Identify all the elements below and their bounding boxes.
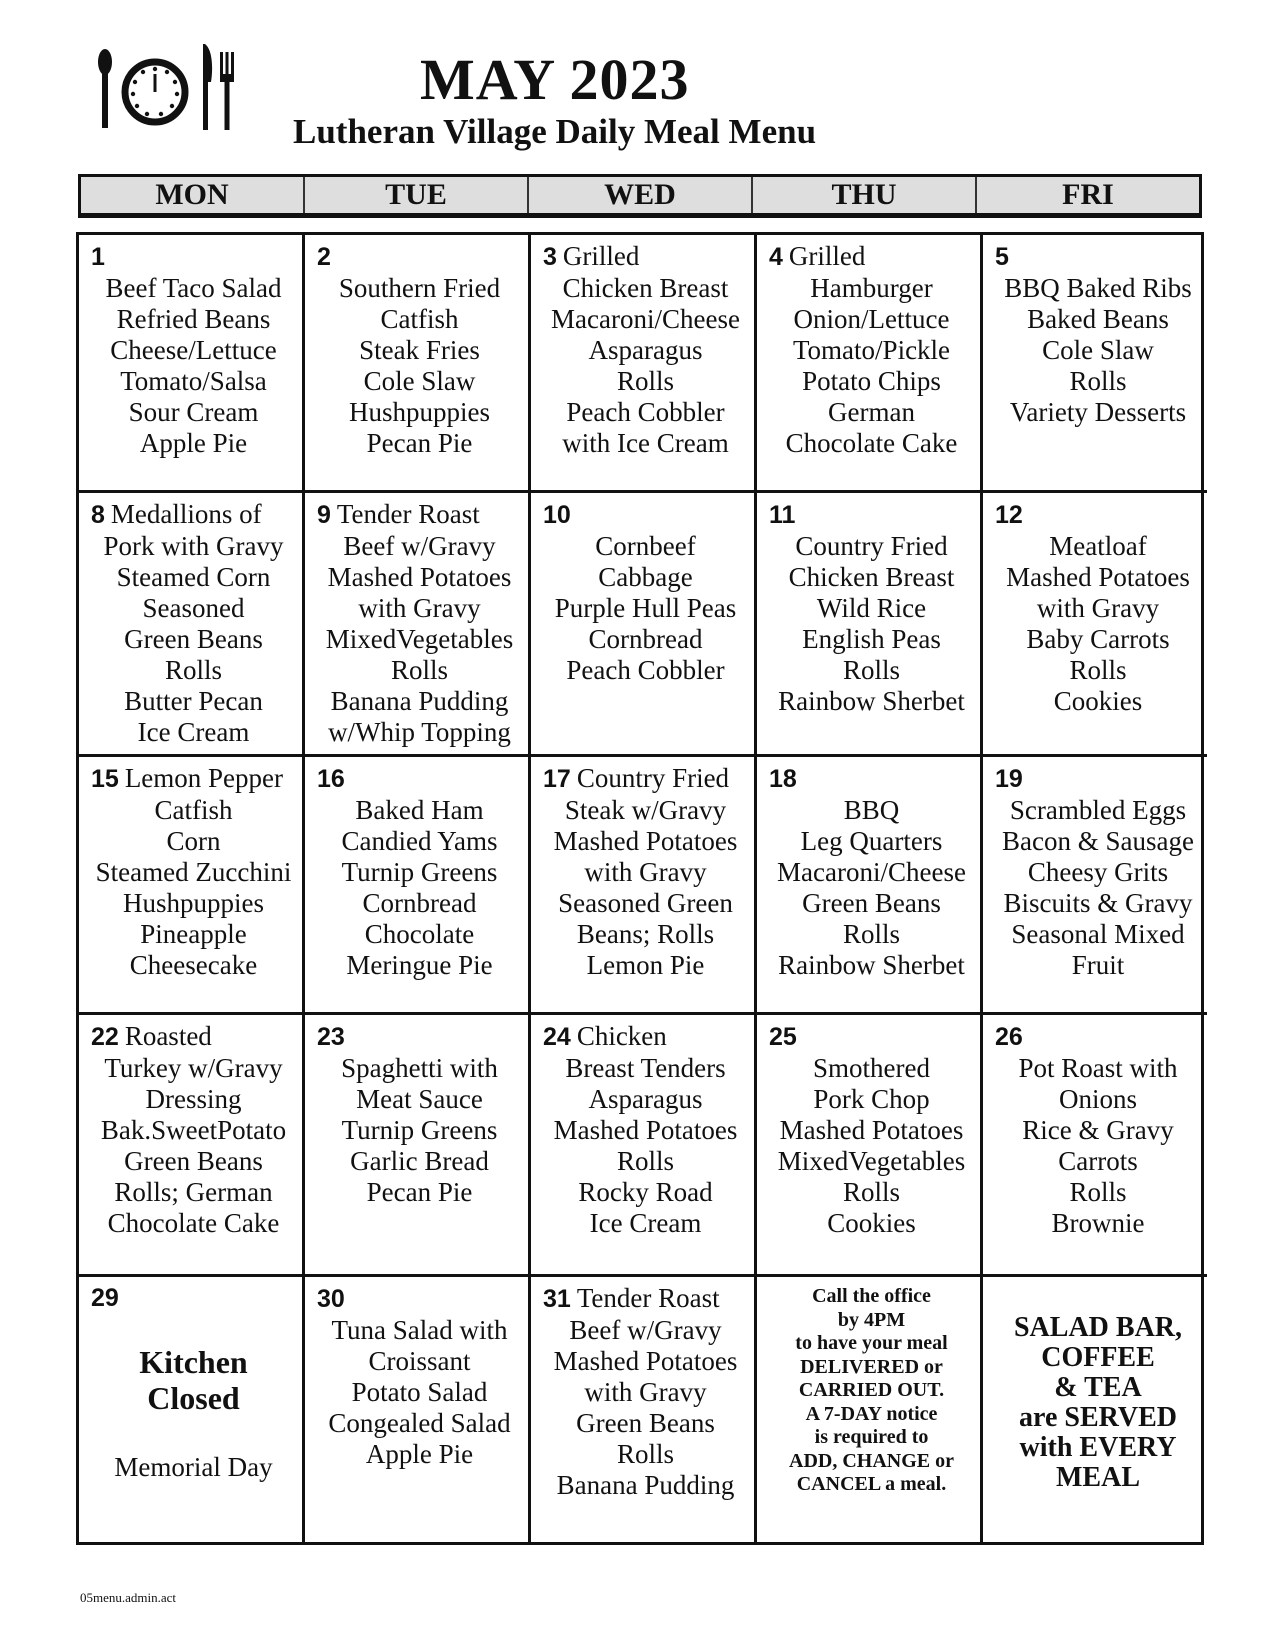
menu-item: Garlic Bread — [350, 1146, 489, 1176]
menu-item: Potato Salad — [351, 1377, 488, 1407]
menu-item: Dressing — [145, 1084, 242, 1114]
menu-items — [543, 531, 748, 686]
menu-item: Green Beans — [802, 888, 941, 918]
menu-item: Refried Beans — [116, 304, 271, 334]
day-number: 29 — [91, 1284, 119, 1312]
menu-item: Meringue Pie — [346, 950, 493, 980]
day-heading — [317, 499, 522, 531]
menu-item: Steamed Zucchini — [95, 857, 292, 887]
menu-item: Mashed Potatoes — [327, 562, 512, 592]
menu-item: Butter Pecan — [124, 686, 263, 716]
day-cell-2 — [305, 235, 531, 493]
menu-item: Country Fried — [795, 531, 948, 561]
menu-item: Spaghetti with — [341, 1053, 498, 1083]
menu-item: Cabbage — [598, 562, 693, 592]
day-heading — [995, 241, 1201, 273]
menu-item: Carrots — [1058, 1146, 1138, 1176]
spoon-clock-fork-icon — [95, 40, 245, 140]
first-menu-item: Roasted — [124, 1021, 212, 1051]
menu-item: Southern Fried — [338, 273, 501, 303]
weekday-tue: TUE — [305, 177, 529, 213]
menu-item: Rolls — [616, 366, 675, 396]
menu-item: Cole Slaw — [1042, 335, 1154, 365]
first-menu-item: Tender Roast — [336, 499, 480, 529]
notice-line: CARRIED OUT. — [798, 1379, 945, 1401]
kitchen-closed-notice — [91, 1344, 296, 1416]
menu-item: Peach Cobbler — [566, 655, 725, 685]
page-title: MAY 2023 — [420, 47, 690, 112]
first-menu-item: Grilled — [562, 241, 640, 271]
menu-item: Rice & Gravy — [1022, 1115, 1174, 1145]
menu-item: Pot Roast with — [1018, 1053, 1178, 1083]
menu-item: Scrambled Eggs — [1009, 795, 1187, 825]
menu-item: Meatloaf — [1049, 531, 1147, 561]
menu-item: Mashed Potatoes — [553, 1115, 738, 1145]
menu-item: Bak.SweetPotato — [100, 1115, 287, 1145]
menu-item: Green Beans — [124, 1146, 263, 1176]
page-subtitle: Lutheran Village Daily Meal Menu — [293, 112, 817, 151]
menu-item: Rolls — [164, 655, 223, 685]
menu-item: Mashed Potatoes — [1006, 562, 1190, 592]
menu-item: Potato Chips — [802, 366, 941, 396]
day-number: 2 — [317, 243, 331, 271]
menu-item: Cornbread — [362, 888, 477, 918]
menu-items — [317, 1315, 522, 1470]
day-cell-8 — [79, 493, 305, 757]
salad-bar-text — [995, 1283, 1201, 1493]
menu-item: Leg Quarters — [800, 826, 943, 856]
menu-item: Croissant — [368, 1346, 471, 1376]
menu-item: Catfish — [154, 795, 233, 825]
menu-item: with Gravy — [358, 593, 481, 623]
first-menu-item: Chicken — [576, 1021, 667, 1051]
day-number: 4 — [769, 243, 783, 271]
closed-line: Closed — [147, 1380, 240, 1416]
day-number: 31 — [543, 1285, 571, 1313]
menu-item: Purple Hull Peas — [554, 593, 737, 623]
menu-item: Rainbow Sherbet — [778, 950, 965, 980]
menu-item: Ice Cream — [137, 717, 250, 747]
menu-item: Hamburger — [810, 273, 933, 303]
day-cell-26 — [983, 1015, 1207, 1277]
menu-item: Beans; Rolls — [576, 919, 715, 949]
day-heading — [769, 499, 974, 531]
menu-items — [317, 531, 522, 748]
day-cell-19 — [983, 757, 1207, 1015]
menu-items — [317, 1053, 522, 1208]
first-menu-item: Tender Roast — [576, 1283, 720, 1313]
day-heading — [317, 241, 522, 273]
first-menu-item: Lemon Pepper — [124, 763, 284, 793]
day-heading — [317, 1021, 522, 1053]
menu-items — [543, 273, 748, 459]
weekday-mon: MON — [81, 177, 305, 213]
day-number: 1 — [91, 243, 105, 271]
menu-item: Mashed Potatoes — [779, 1115, 964, 1145]
menu-item: Catfish — [380, 304, 459, 334]
menu-item: Biscuits & Gravy — [1003, 888, 1193, 918]
day-heading — [543, 241, 748, 273]
menu-item: Seasonal Mixed — [1011, 919, 1185, 949]
menu-item: Apple Pie — [139, 428, 248, 458]
menu-item: Cheesecake — [129, 950, 258, 980]
menu-item: Beef w/Gravy — [343, 531, 496, 561]
menu-item: Tomato/Pickle — [792, 335, 951, 365]
menu-items — [543, 1315, 748, 1501]
menu-item: Seasoned Green — [558, 888, 733, 918]
first-menu-item: Grilled — [788, 241, 866, 271]
menu-item: with Gravy — [584, 857, 707, 887]
menu-items — [769, 273, 974, 459]
menu-item: Seasoned — [142, 593, 245, 623]
menu-items — [769, 795, 974, 981]
day-cell-11 — [757, 493, 983, 757]
day-heading — [769, 241, 974, 273]
menu-item: Cornbread — [588, 624, 703, 654]
menu-item: Congealed Salad — [328, 1408, 511, 1438]
salad-line: & TEA — [1054, 1372, 1142, 1403]
menu-items — [769, 531, 974, 717]
closed-line: Kitchen — [139, 1344, 248, 1380]
menu-item: MixedVegetables — [325, 624, 514, 654]
menu-item: Pecan Pie — [366, 428, 473, 458]
menu-item: Turkey w/Gravy — [104, 1053, 283, 1083]
menu-item: Variety Desserts — [1009, 397, 1187, 427]
menu-item: Cookies — [1053, 686, 1143, 716]
day-heading — [91, 241, 296, 273]
day-cell-3 — [531, 235, 757, 493]
menu-items — [91, 795, 296, 981]
day-number: 18 — [769, 765, 797, 793]
day-heading — [543, 499, 748, 531]
menu-item: Chocolate Cake — [107, 1208, 280, 1238]
menu-item: Pecan Pie — [366, 1177, 473, 1207]
day-heading — [995, 1021, 1201, 1053]
menu-item: Turnip Greens — [341, 1115, 498, 1145]
day-cell-18 — [757, 757, 983, 1015]
day-heading — [769, 1021, 974, 1053]
menu-item: Cheesy Grits — [1027, 857, 1169, 887]
menu-item: Meat Sauce — [356, 1084, 483, 1114]
menu-items — [317, 795, 522, 981]
salad-line: SALAD BAR, — [1013, 1312, 1183, 1343]
menu-item: Macaroni/Cheese — [777, 857, 966, 887]
menu-item: Banana Pudding — [330, 686, 509, 716]
menu-item: Cheese/Lettuce — [110, 335, 277, 365]
day-cell-4 — [757, 235, 983, 493]
footer-code: 05menu.admin.act — [80, 1590, 177, 1605]
menu-item: Tuna Salad with — [331, 1315, 508, 1345]
day-heading — [543, 1283, 748, 1315]
weekday-thu: THU — [753, 177, 977, 213]
menu-items — [91, 273, 296, 459]
menu-item: Steamed Corn — [116, 562, 271, 592]
menu-item: BBQ — [843, 795, 900, 825]
menu-item: Asparagus — [588, 335, 703, 365]
menu-item: Green Beans — [576, 1408, 715, 1438]
day-cell-25 — [757, 1015, 983, 1277]
day-cell-5 — [983, 235, 1207, 493]
menu-items — [317, 273, 522, 459]
day-cell-16 — [305, 757, 531, 1015]
day-heading — [769, 763, 974, 795]
menu-item: Ice Cream — [589, 1208, 702, 1238]
menu-item: Pork Chop — [813, 1084, 930, 1114]
menu-item: Baby Carrots — [1026, 624, 1170, 654]
day-heading — [543, 1021, 748, 1053]
menu-item: Lemon Pie — [586, 950, 705, 980]
notice-text — [769, 1283, 974, 1497]
menu-item: Sour Cream — [128, 397, 259, 427]
menu-items — [995, 531, 1201, 717]
menu-item: Onions — [1058, 1084, 1137, 1114]
menu-item: Pineapple — [140, 919, 247, 949]
menu-item: Bacon & Sausage — [1002, 826, 1194, 856]
day-cell-29 — [79, 1277, 305, 1542]
menu-item: Cornbeef — [595, 531, 696, 561]
menu-item: Rolls — [842, 1177, 901, 1207]
menu-item: Fruit — [1071, 950, 1125, 980]
notice-line: Call the office — [812, 1285, 931, 1307]
day-number: 23 — [317, 1023, 345, 1051]
menu-item: Rocky Road — [578, 1177, 713, 1207]
menu-items — [543, 795, 748, 981]
menu-items — [995, 795, 1201, 981]
menu-item: Chicken Breast — [562, 273, 729, 303]
menu-item: MixedVegetables — [777, 1146, 966, 1176]
menu-items — [769, 1053, 974, 1239]
day-heading — [91, 1021, 296, 1053]
day-cell-12 — [983, 493, 1207, 757]
day-heading — [317, 763, 522, 795]
menu-item: Apple Pie — [365, 1439, 474, 1469]
first-menu-item: Medallions of — [110, 499, 262, 529]
day-heading — [91, 763, 296, 795]
menu-item: Green Beans — [124, 624, 263, 654]
holiday-name: Memorial Day — [114, 1452, 273, 1482]
menu-item: German — [828, 397, 915, 427]
menu-item: Corn — [166, 826, 221, 856]
day-number: 26 — [995, 1023, 1023, 1051]
menu-items — [91, 531, 296, 748]
menu-item: Rolls — [1069, 366, 1127, 396]
day-heading — [995, 499, 1201, 531]
day-number: 3 — [543, 243, 557, 271]
menu-item: Hushpuppies — [349, 397, 490, 427]
day-number: 24 — [543, 1023, 571, 1051]
day-cell-23 — [305, 1015, 531, 1277]
menu-item: Cookies — [827, 1208, 916, 1238]
menu-items — [91, 1053, 296, 1239]
menu-item: Mashed Potatoes — [553, 1346, 738, 1376]
menu-item: w/Whip Topping — [328, 717, 511, 747]
menu-item: Asparagus — [588, 1084, 703, 1114]
day-number: 11 — [769, 501, 796, 529]
menu-item: Rolls — [842, 919, 901, 949]
day-number: 12 — [995, 501, 1023, 529]
menu-item: Rainbow Sherbet — [778, 686, 965, 716]
notice-line: to have your meal — [795, 1332, 948, 1354]
menu-item: Baked Beans — [1027, 304, 1169, 334]
day-number: 10 — [543, 501, 571, 529]
day-number: 16 — [317, 765, 345, 793]
notice-line: ADD, CHANGE or — [789, 1449, 954, 1472]
notice-line: CANCEL a meal. — [796, 1473, 947, 1495]
first-menu-item: Country Fried — [576, 763, 730, 793]
menu-item: Rolls — [616, 1439, 675, 1469]
menu-item: Beef Taco Salad — [105, 273, 282, 303]
menu-item: Chocolate — [364, 919, 475, 949]
menu-item: Macaroni/Cheese — [551, 304, 740, 334]
menu-item: Peach Cobbler — [566, 397, 725, 427]
menu-item: Rolls — [390, 655, 449, 685]
menu-item: Cole Slaw — [363, 366, 476, 396]
day-heading — [317, 1283, 522, 1315]
menu-item: Rolls; German — [114, 1177, 273, 1207]
menu-item: Beef w/Gravy — [569, 1315, 722, 1345]
weekday-wed: WED — [529, 177, 753, 213]
menu-item: Steak Fries — [359, 335, 480, 365]
day-number: 22 — [91, 1023, 119, 1051]
menu-item: Candied Yams — [341, 826, 498, 856]
day-heading — [995, 763, 1201, 795]
menu-items — [995, 273, 1201, 428]
menu-item: Steak w/Gravy — [564, 795, 727, 825]
day-number: 30 — [317, 1285, 345, 1313]
menu-item: English Peas — [802, 624, 941, 654]
menu-item: Banana Pudding — [556, 1470, 735, 1500]
menu-item: Rolls — [616, 1146, 675, 1176]
salad-bar-notice — [983, 1277, 1207, 1542]
menu-item: Rolls — [1069, 1177, 1127, 1207]
menu-item: Chicken Breast — [788, 562, 955, 592]
menu-items — [543, 1053, 748, 1239]
menu-item: Breast Tenders — [565, 1053, 726, 1083]
menu-item: Hushpuppies — [123, 888, 264, 918]
day-number: 9 — [317, 501, 331, 529]
menu-item: Chocolate Cake — [785, 428, 958, 458]
weekday-header-row — [78, 174, 1202, 218]
menu-item: with Ice Cream — [562, 428, 729, 458]
day-heading — [543, 763, 748, 795]
menu-item: Rolls — [842, 655, 901, 685]
day-number: 19 — [995, 765, 1023, 793]
day-cell-1 — [79, 235, 305, 493]
menu-item: Wild Rice — [816, 593, 927, 623]
notice-line: by 4PM — [837, 1308, 906, 1331]
menu-item: Rolls — [1069, 655, 1127, 685]
salad-line: COFFEE — [1041, 1342, 1155, 1373]
day-number: 15 — [91, 765, 119, 793]
day-number: 25 — [769, 1023, 797, 1051]
menu-item: with Gravy — [1036, 593, 1160, 623]
menu-item: BBQ Baked Ribs — [1004, 273, 1192, 303]
notice-line: is required to — [814, 1426, 929, 1448]
day-cell-22 — [79, 1015, 305, 1277]
weekday-fri: FRI — [1062, 178, 1114, 211]
notice-line: DELIVERED or — [800, 1355, 943, 1378]
menu-item: Brownie — [1051, 1208, 1145, 1238]
salad-line: are SERVED — [1019, 1402, 1177, 1433]
day-cell-24 — [531, 1015, 757, 1277]
day-cell-10 — [531, 493, 757, 757]
day-number: 17 — [543, 765, 571, 793]
menu-item: with Gravy — [584, 1377, 707, 1407]
day-cell-15 — [79, 757, 305, 1015]
menu-item: Mashed Potatoes — [553, 826, 738, 856]
menu-item: Turnip Greens — [341, 857, 498, 887]
menu-item: Tomato/Salsa — [120, 366, 267, 396]
menu-item: Baked Ham — [355, 795, 484, 825]
menu-calendar-grid — [76, 232, 1204, 1545]
notice-line: A 7-DAY notice — [805, 1402, 938, 1425]
menu-items — [995, 1053, 1201, 1239]
day-number: 5 — [995, 243, 1009, 271]
day-cell-31 — [531, 1277, 757, 1542]
meal-delivery-notice — [757, 1277, 983, 1542]
day-heading — [91, 499, 296, 531]
salad-line: MEAL — [1056, 1462, 1140, 1493]
menu-item: Smothered — [813, 1053, 930, 1083]
menu-item: Onion/Lettuce — [793, 304, 950, 334]
day-cell-17 — [531, 757, 757, 1015]
day-cell-30 — [305, 1277, 531, 1542]
menu-item: Pork with Gravy — [103, 531, 284, 561]
day-cell-9 — [305, 493, 531, 757]
salad-line: with EVERY — [1019, 1432, 1177, 1463]
day-number: 8 — [91, 501, 105, 529]
